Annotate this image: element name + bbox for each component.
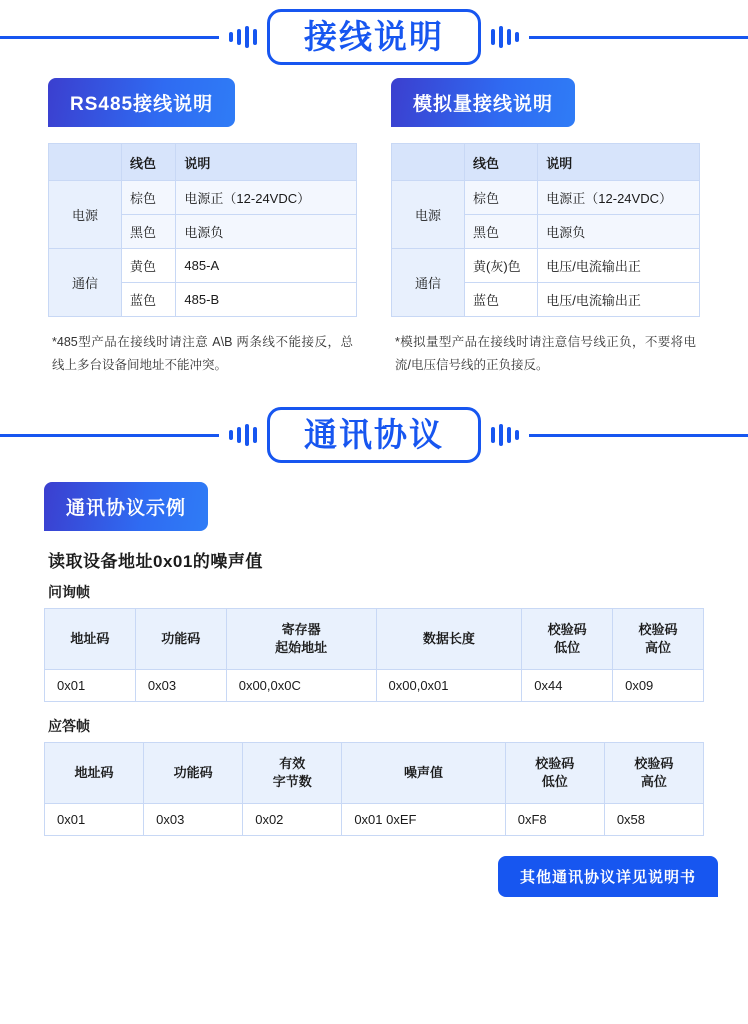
response-val-noise: 0x01 0xEF: [342, 804, 505, 836]
analog-th-blank: [392, 144, 465, 181]
banner2-bars-left-icon: [219, 424, 267, 446]
query-th-address-l1: 地址码: [70, 631, 110, 647]
rs485-desc-485b: 485-B: [176, 283, 357, 317]
response-th-function-l1: 功能码: [173, 765, 213, 781]
banner-bars-left-icon: [219, 26, 267, 48]
response-th-crc-high-l1: 校验码: [634, 756, 674, 772]
table-row: [45, 804, 704, 836]
analog-pill-row: [391, 78, 700, 127]
rs485-desc-power-pos: 电源正（12-24VDC）: [176, 181, 357, 215]
table-header-row: [392, 144, 700, 181]
protocol-section-banner: [0, 398, 748, 472]
banner-line-left: [0, 36, 219, 39]
rs485-desc-power-neg: 电源负: [176, 215, 357, 249]
query-th-crc-high-l1: 校验码: [638, 622, 678, 638]
response-th-bytecount: [243, 743, 342, 804]
response-th-noise-l1: 噪声值: [404, 765, 444, 781]
wiring-section-title: 接线说明: [304, 18, 444, 56]
response-val-function: 0x03: [144, 804, 243, 836]
analog-th-color: 线色: [465, 144, 538, 181]
response-th-bytecount-l2: 字节数: [272, 774, 312, 789]
analog-column: [391, 78, 700, 376]
analog-desc-power-neg: 电源负: [538, 215, 700, 249]
table-header-row: [49, 144, 357, 181]
response-val-bytecount: 0x02: [243, 804, 342, 836]
rs485-table: [48, 143, 357, 317]
query-th-register-l2: 起始地址: [275, 640, 328, 655]
table-header-row: [45, 743, 704, 804]
analog-desc-out-pos-1: 电压/电流输出正: [538, 249, 700, 283]
query-th-crc-low-l2: 低位: [554, 640, 581, 655]
response-th-crc-low: [505, 743, 604, 804]
banner2-line-right: [529, 434, 748, 437]
rs485-th-blank: [49, 144, 122, 181]
analog-desc-out-pos-2: 电压/电流输出正: [538, 283, 700, 317]
response-frame-table: [44, 742, 704, 836]
analog-color-blue: 蓝色: [465, 283, 538, 317]
query-th-register: [226, 609, 376, 670]
protocol-content: [0, 482, 748, 836]
protocol-example-title: 读取设备地址0x01的噪声值: [48, 552, 263, 571]
query-th-function: [135, 609, 226, 670]
analog-group-comm: 通信: [392, 249, 465, 317]
table-row: [49, 249, 357, 283]
banner2-bars-right-icon: [481, 424, 529, 446]
rs485-heading: RS485接线说明: [48, 78, 235, 127]
wiring-tables: [0, 78, 748, 376]
rs485-color-blue: 蓝色: [122, 283, 176, 317]
analog-table: [391, 143, 700, 317]
query-val-datalength: 0x00,0x01: [376, 670, 522, 702]
query-frame-table: [44, 608, 704, 702]
rs485-desc-485a: 485-A: [176, 249, 357, 283]
rs485-group-comm: 通信: [49, 249, 122, 317]
rs485-column: [48, 78, 357, 376]
protocol-section-title-box: [267, 407, 481, 463]
response-frame-label: 应答帧: [48, 718, 90, 734]
banner-line-right: [529, 36, 748, 39]
rs485-color-yellow: 黄色: [122, 249, 176, 283]
response-th-address: [45, 743, 144, 804]
rs485-note: *485型产品在接线时请注意 A\B 两条线不能接反，总线上多台设备间地址不能冲突。: [52, 335, 353, 372]
analog-desc-power-pos: 电源正（12-24VDC）: [538, 181, 700, 215]
response-th-crc-high-l2: 高位: [640, 774, 667, 789]
query-val-crc-high: 0x09: [613, 670, 704, 702]
query-th-datalength-l1: 数据长度: [422, 631, 475, 647]
rs485-th-color: 线色: [122, 144, 176, 181]
banner-bars-right-icon: [481, 26, 529, 48]
table-row: [45, 670, 704, 702]
query-th-register-l1: 寄存器: [281, 622, 321, 638]
query-val-register: 0x00,0x0C: [226, 670, 376, 702]
response-th-bytecount-l1: 有效: [279, 756, 306, 772]
response-th-noise: [342, 743, 505, 804]
query-th-datalength: [376, 609, 522, 670]
response-th-function: [144, 743, 243, 804]
analog-heading: 模拟量接线说明: [391, 78, 575, 127]
protocol-footer: [0, 850, 748, 897]
query-th-crc-low: [522, 609, 613, 670]
query-th-address: [45, 609, 136, 670]
query-th-crc-high: [613, 609, 704, 670]
analog-color-yellow-gray: 黄(灰)色: [465, 249, 538, 283]
rs485-th-desc: 说明: [176, 144, 357, 181]
query-val-crc-low: 0x44: [522, 670, 613, 702]
rs485-color-brown: 棕色: [122, 181, 176, 215]
rs485-group-power: 电源: [49, 181, 122, 249]
protocol-pill-row: [44, 482, 704, 531]
wiring-section-title-box: [267, 9, 481, 65]
response-th-address-l1: 地址码: [74, 765, 114, 781]
response-th-crc-high: [604, 743, 703, 804]
table-row: [49, 181, 357, 215]
response-th-crc-low-l2: 低位: [541, 774, 568, 789]
wiring-section-banner: [0, 0, 748, 74]
query-th-crc-low-l1: 校验码: [547, 622, 587, 638]
other-protocol-note-button[interactable]: 其他通讯协议详见说明书: [498, 856, 718, 897]
banner2-line-left: [0, 434, 219, 437]
protocol-section-title: 通讯协议: [304, 416, 444, 454]
analog-th-desc: 说明: [538, 144, 700, 181]
response-val-crc-high: 0x58: [604, 804, 703, 836]
table-header-row: [45, 609, 704, 670]
table-row: [392, 181, 700, 215]
response-val-crc-low: 0xF8: [505, 804, 604, 836]
response-th-crc-low-l1: 校验码: [535, 756, 575, 772]
analog-note: *模拟量型产品在接线时请注意信号线正负，不要将电流/电压信号线的正负接反。: [395, 335, 696, 372]
analog-group-power: 电源: [392, 181, 465, 249]
rs485-color-black: 黑色: [122, 215, 176, 249]
query-th-function-l1: 功能码: [161, 631, 201, 647]
query-th-crc-high-l2: 高位: [645, 640, 672, 655]
protocol-heading: 通讯协议示例: [44, 482, 208, 531]
analog-color-black: 黑色: [465, 215, 538, 249]
rs485-pill-row: [48, 78, 357, 127]
table-row: [392, 249, 700, 283]
query-val-function: 0x03: [135, 670, 226, 702]
response-val-address: 0x01: [45, 804, 144, 836]
query-val-address: 0x01: [45, 670, 136, 702]
query-frame-label: 问询帧: [48, 584, 90, 600]
analog-color-brown: 棕色: [465, 181, 538, 215]
